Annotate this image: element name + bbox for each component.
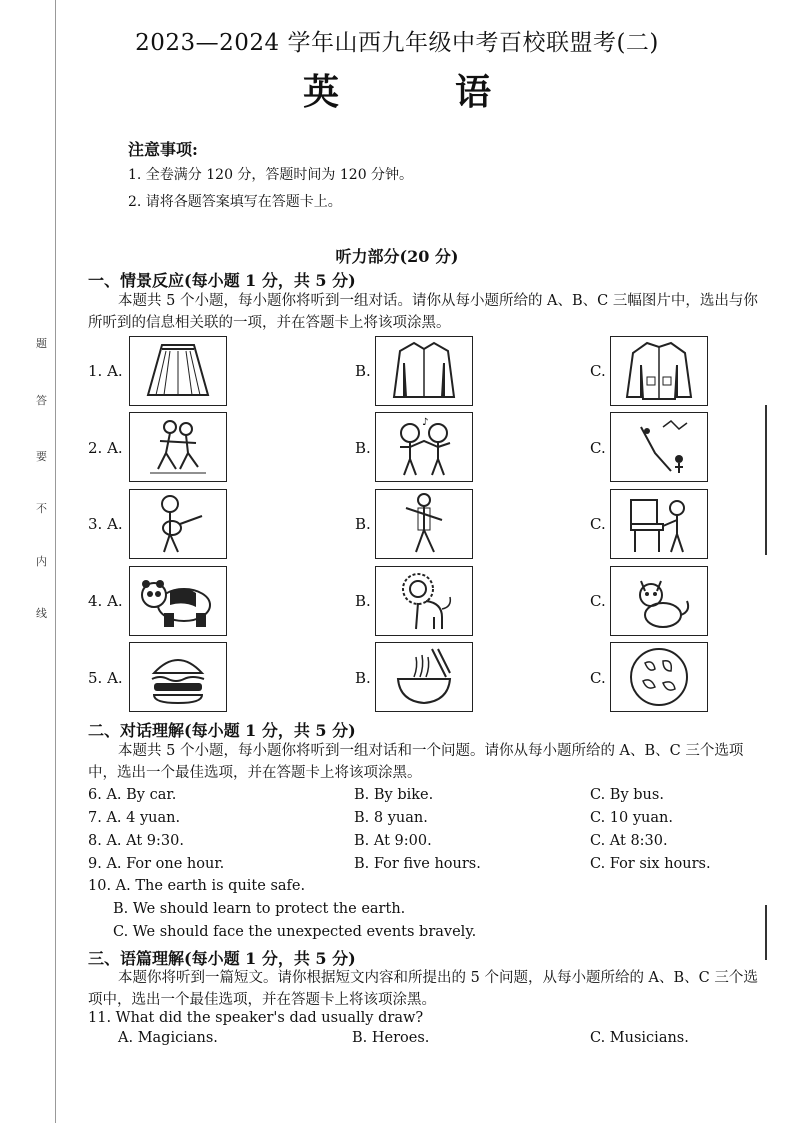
q4-label-b: B.	[355, 592, 371, 610]
q1-label-b: B.	[355, 362, 371, 380]
q2-option-c[interactable]	[610, 412, 708, 482]
q1-option-b[interactable]	[375, 336, 473, 406]
q4-option-c[interactable]	[610, 566, 708, 636]
notice-item: 1. 全卷满分 120 分，答题时间为 120 分钟。	[128, 167, 414, 183]
subject-title: 英 语	[302, 71, 531, 113]
q8-option-c[interactable]: C. At 8:30.	[590, 833, 668, 849]
q4-option-a[interactable]	[129, 566, 227, 636]
dumplings-icon	[611, 643, 707, 711]
q5-option-b[interactable]	[375, 642, 473, 712]
q3-label-c: C.	[590, 515, 606, 533]
q2-option-a[interactable]	[129, 412, 227, 482]
q4-label-c: C.	[590, 592, 606, 610]
q6-option-b[interactable]: B. By bike.	[354, 787, 434, 803]
noodles-icon	[376, 643, 472, 711]
exam-title: 2023—2024 学年山西九年级中考百校联盟考(二)	[135, 30, 659, 56]
tai-chi-icon	[376, 490, 472, 558]
piano-player-icon	[611, 490, 707, 558]
margin-char: 不	[36, 502, 47, 515]
hamburger-icon	[130, 643, 226, 711]
q3-label-b: B.	[355, 515, 371, 533]
q3-option-c[interactable]	[610, 489, 708, 559]
q7-option-c[interactable]: C. 10 yuan.	[590, 810, 673, 826]
notice-item: 2. 请将各题答案填写在答题卡上。	[128, 194, 342, 210]
panda-icon	[130, 567, 226, 635]
q3-option-a[interactable]	[129, 489, 227, 559]
part2-heading: 二、对话理解(每小题 1 分，共 5 分)	[88, 721, 356, 740]
dancing-kids-icon	[376, 413, 472, 481]
part1-instruction: 本题共 5 个小题，每小题你将听到一组对话。请你从每小题所给的 A、B、C 三幅图片中，选出与你所听到的信息相关联的一项，并在答题卡上将该项涂黑。	[88, 293, 758, 331]
shirt-icon	[376, 337, 472, 405]
q2-label-a: 2. A.	[88, 439, 123, 457]
scan-edge-bar	[765, 405, 767, 555]
q10-option-b[interactable]: B. We should learn to protect the earth.	[113, 901, 406, 917]
margin-char: 答	[36, 394, 47, 407]
q3-label-a: 3. A.	[88, 515, 123, 533]
jacket-icon	[611, 337, 707, 405]
guitar-boy-icon	[130, 490, 226, 558]
svg-text:♪: ♪	[422, 417, 429, 428]
q5-label-a: 5. A.	[88, 669, 123, 687]
margin-char: 内	[36, 555, 47, 568]
binding-line	[55, 0, 56, 1123]
q5-option-c[interactable]	[610, 642, 708, 712]
q4-option-b[interactable]	[375, 566, 473, 636]
margin-char: 线	[36, 607, 47, 620]
part3-heading: 三、语篇理解(每小题 1 分，共 5 分)	[88, 949, 356, 968]
q10-option-c[interactable]: C. We should face the unexpected events bravely.	[113, 924, 477, 940]
q11-option-c[interactable]: C. Musicians.	[590, 1030, 689, 1046]
q11-option-b[interactable]: B. Heroes.	[352, 1030, 430, 1046]
skirt-icon	[130, 337, 226, 405]
q9-option-c[interactable]: C. For six hours.	[590, 856, 711, 872]
listening-section-title: 听力部分(20 分)	[335, 247, 459, 266]
q8-option-a[interactable]: 8. A. At 9:30.	[88, 833, 184, 849]
part3-instruction: 本题你将听到一篇短文。请你根据短文内容和所提出的 5 个问题，从每小题所给的 A、B、C 三个选项中，选出一个最佳选项，并在答题卡上将该项涂黑。	[88, 970, 758, 1008]
cat-icon	[611, 567, 707, 635]
q2-label-b: B.	[355, 439, 371, 457]
q6-option-c[interactable]: C. By bus.	[590, 787, 664, 803]
ice-skating-icon	[130, 413, 226, 481]
q5-label-c: C.	[590, 669, 606, 687]
q4-label-a: 4. A.	[88, 592, 123, 610]
part1-heading: 一、情景反应(每小题 1 分，共 5 分)	[88, 271, 356, 290]
q2-option-b[interactable]	[375, 412, 473, 482]
margin-char: 题	[36, 337, 47, 350]
q5-option-a[interactable]	[129, 642, 227, 712]
q1-option-a[interactable]	[129, 336, 227, 406]
notice-heading: 注意事项:	[128, 140, 198, 159]
mountain-climbing-icon	[611, 413, 707, 481]
q3-option-b[interactable]	[375, 489, 473, 559]
q1-label-c: C.	[590, 362, 606, 380]
q8-option-b[interactable]: B. At 9:00.	[354, 833, 432, 849]
scan-edge-bar	[765, 905, 767, 960]
margin-char: 要	[36, 450, 47, 463]
q5-label-b: B.	[355, 669, 371, 687]
q1-option-c[interactable]	[610, 336, 708, 406]
q11-option-a[interactable]: A. Magicians.	[118, 1030, 218, 1046]
q7-option-a[interactable]: 7. A. 4 yuan.	[88, 810, 181, 826]
q1-label-a: 1. A.	[88, 362, 123, 380]
q2-label-c: C.	[590, 439, 606, 457]
q6-option-a[interactable]: 6. A. By car.	[88, 787, 177, 803]
lion-icon	[376, 567, 472, 635]
part2-instruction: 本题共 5 个小题，每小题你将听到一组对话和一个问题。请你从每小题所给的 A、B、C 三个选项中，选出一个最佳选项，并在答题卡上将该项涂黑。	[88, 743, 744, 781]
q7-option-b[interactable]: B. 8 yuan.	[354, 810, 428, 826]
q9-option-a[interactable]: 9. A. For one hour.	[88, 856, 225, 872]
q11-stem: 11. What did the speaker's dad usually draw?	[88, 1010, 424, 1026]
q9-option-b[interactable]: B. For five hours.	[354, 856, 481, 872]
q10-option-a[interactable]: 10. A. The earth is quite safe.	[88, 878, 306, 894]
